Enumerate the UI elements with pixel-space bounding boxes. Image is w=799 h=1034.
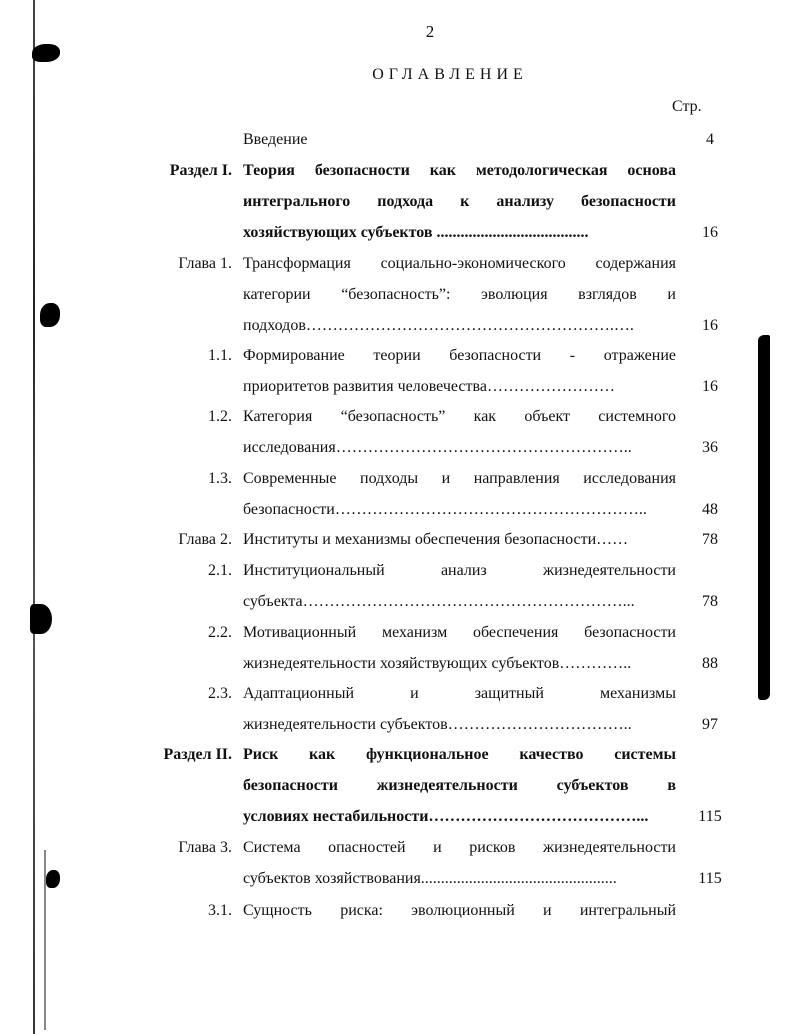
toc-entry-line: [0, 463, 799, 494]
toc-entry-label: 1.1.: [208, 347, 232, 364]
toc-entry-page: 97: [702, 716, 718, 733]
toc-title: ОГЛАВЛЕНИЕ: [372, 66, 528, 83]
toc-entry-text: подходов………………………………………………….….: [243, 317, 634, 334]
toc-entry-line: [0, 371, 799, 402]
toc-entry-page: 4: [706, 131, 714, 148]
toc-entry-page: 88: [702, 655, 718, 672]
toc-entry-text: Введение: [243, 131, 308, 148]
toc-entry-text: Адаптационный и защитный механизмы: [243, 685, 676, 702]
toc-entry-line: [0, 217, 799, 248]
toc-entry-line: [0, 895, 799, 926]
toc-entry-label: Глава 3.: [178, 839, 232, 856]
toc-entry-page: 36: [702, 439, 718, 456]
toc-entry-line: [0, 555, 799, 586]
toc-entry-line: [0, 494, 799, 525]
toc-entry-page: 16: [702, 317, 718, 334]
toc-entry-page: 115: [698, 808, 722, 825]
toc-entry-text: Риск как функциональное качество системы: [243, 746, 676, 763]
toc-entry-text: интегрального подхода к анализу безопасности: [243, 193, 676, 210]
toc-entry-label: 3.1.: [208, 902, 232, 919]
toc-entry-text: Формирование теории безопасности - отражение: [243, 347, 676, 364]
toc-entry-label: Глава 1.: [178, 255, 232, 272]
toc-entry-label: Раздел I.: [169, 162, 232, 179]
toc-entry-line: [0, 863, 799, 894]
toc-entry-page: 16: [702, 224, 718, 241]
toc-entry-text: безопасности…………………………………………………..: [243, 501, 647, 518]
toc-entry-line: [0, 248, 799, 279]
toc-entry-line: [0, 124, 799, 155]
page-column-header: Стр.: [672, 98, 702, 115]
toc-entry-line: [0, 709, 799, 740]
toc-entry-line: [0, 186, 799, 217]
toc-entry-line: [0, 617, 799, 648]
toc-entry-text: Современные подходы и направления исследования: [243, 470, 676, 487]
toc-entry-label: Раздел II.: [163, 746, 232, 763]
toc-entry-line: [0, 739, 799, 770]
toc-entry-line: [0, 155, 799, 186]
toc-entry-text: субъектов хозяйствования.................................................: [243, 870, 617, 887]
toc-entry-label: 2.1.: [208, 562, 232, 579]
toc-entry-text: жизнедеятельности хозяйствующих субъектов…………..: [243, 655, 632, 672]
toc-entry-text: хозяйствующих субъектов ......................................: [243, 224, 589, 241]
toc-entry-text: жизнедеятельности субъектов……………………………..: [243, 716, 632, 733]
toc-entry-page: 115: [698, 870, 722, 887]
toc-entry-text: Институты и механизмы обеспечения безопасности……: [243, 531, 629, 548]
toc-entry-label: 1.2.: [208, 408, 232, 425]
toc-entry-text: безопасности жизнедеятельности субъектов в: [243, 777, 676, 794]
toc-entry-line: [0, 586, 799, 617]
toc-entry-text: категории “безопасность”: эволюция взглядов и: [243, 286, 676, 303]
toc-entry-text: исследования………………………………………………..: [243, 439, 632, 456]
toc-entry-text: субъекта……………………………………………………...: [243, 593, 635, 610]
toc-entry-line: [0, 801, 799, 832]
toc-entry-text: Институциональный анализ жизнедеятельности: [243, 562, 676, 579]
scan-hole-mark-top: [32, 44, 60, 62]
toc-entry-line: [0, 432, 799, 463]
toc-entry-line: [0, 279, 799, 310]
toc-entry-text: Сущность риска: эволюционный и интегральный: [243, 902, 676, 919]
toc-entry-line: [0, 401, 799, 432]
toc-entry-label: Глава 2.: [178, 531, 232, 548]
toc-entry-label: 2.3.: [208, 685, 232, 702]
toc-entry-line: [0, 310, 799, 341]
toc-entry-label: 1.3.: [208, 470, 232, 487]
toc-entry-text: Категория “безопасность” как объект системного: [243, 408, 676, 425]
page-number: 2: [425, 22, 435, 41]
toc-entry-text: Система опасностей и рисков жизнедеятельности: [243, 839, 676, 856]
toc-entry-text: Мотивационный механизм обеспечения безопасности: [243, 624, 676, 641]
toc-entry-label: 2.2.: [208, 624, 232, 641]
toc-entry-line: [0, 340, 799, 371]
toc-entry-line: [0, 524, 799, 555]
toc-entry-text: Трансформация социально-экономического содержания: [243, 255, 676, 272]
toc-entry-text: Теория безопасности как методологическая основа: [243, 162, 676, 179]
toc-entry-text: условиях нестабильности…………………………………...: [243, 808, 649, 825]
toc-entry-page: 78: [702, 531, 718, 548]
toc-entry-line: [0, 832, 799, 863]
toc-entry-line: [0, 648, 799, 679]
toc-entry-page: 16: [702, 378, 718, 395]
toc-entry-page: 48: [702, 501, 718, 518]
toc-entry-line: [0, 770, 799, 801]
toc-entry-page: 78: [702, 593, 718, 610]
toc-entry-text: приоритетов развития человечества……………………: [243, 378, 615, 395]
toc-entry-line: [0, 678, 799, 709]
